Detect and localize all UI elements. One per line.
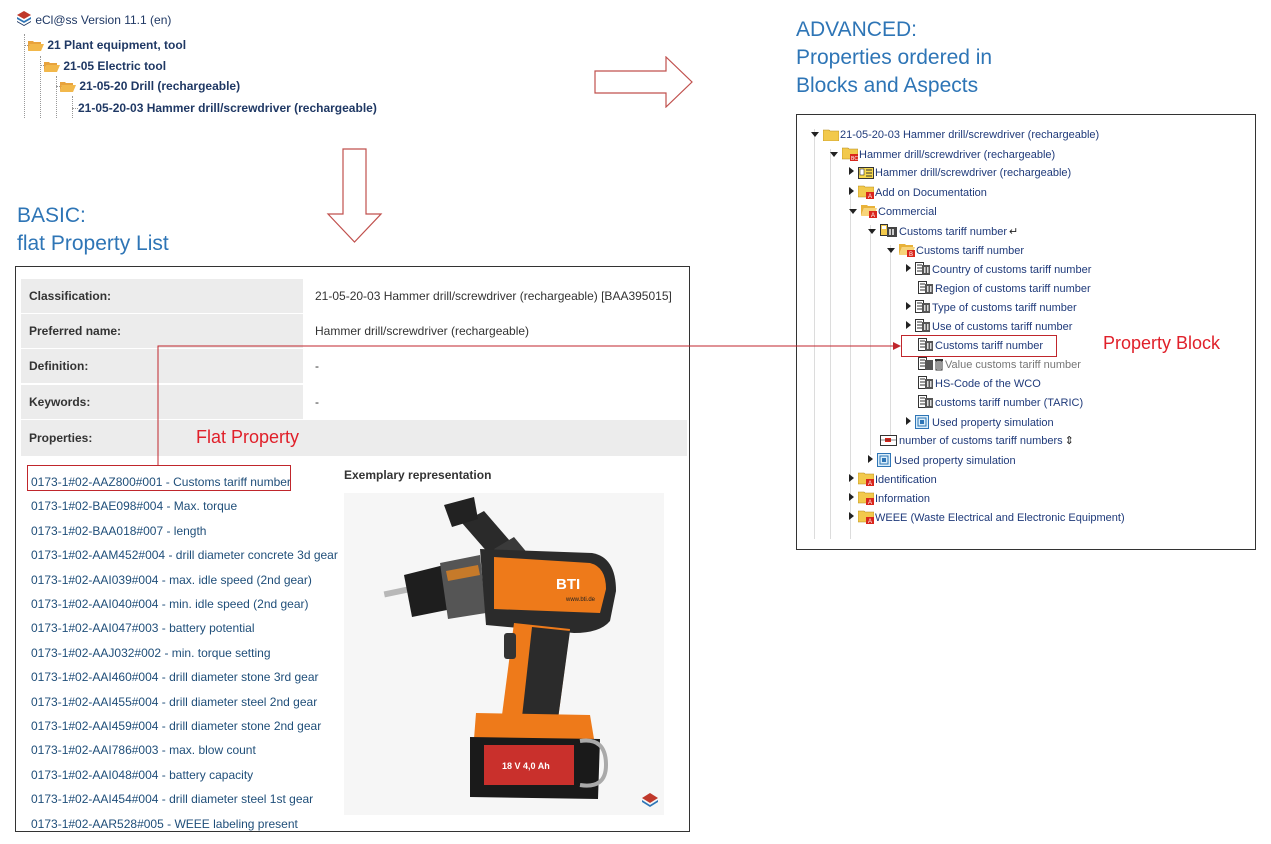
- folder-y-icon: [823, 128, 839, 145]
- aspect-tree-node[interactable]: [868, 453, 1016, 471]
- folder-a-open-icon: [861, 204, 877, 222]
- aspect-tree-node[interactable]: [811, 128, 1099, 145]
- basic-heading: BASIC: flat Property List: [17, 204, 169, 255]
- property-link[interactable]: 0173-1#02-AAI459#004 - drill diameter stone 2nd gear: [31, 719, 322, 734]
- aspect-tree-node[interactable]: [830, 147, 1055, 165]
- flat-property-highlight: [27, 465, 291, 491]
- flat-property-annotation: Flat Property: [196, 427, 300, 447]
- aspect-tree-node[interactable]: [849, 491, 930, 509]
- battery-label: 18 V 4,0 Ah: [502, 761, 550, 771]
- aspect-tree-node-label: Hammer drill/screwdriver (rechargeable): [859, 149, 1056, 162]
- property-link[interactable]: 0173-1#02-AAJ032#002 - min. torque setting: [31, 645, 271, 660]
- aspect-tree-node-label: 21-05-20-03 Hammer drill/screwdriver (rechargeable): [840, 129, 1100, 141]
- expand-toggle-icon[interactable]: [849, 167, 854, 175]
- aspect-tree-node-label: number of customs tariff numbers: [899, 434, 1063, 447]
- sim-icon: [877, 453, 893, 471]
- prop-icon: [918, 376, 934, 394]
- collapse-toggle-icon[interactable]: [849, 209, 857, 214]
- aspect-tree-node[interactable]: [849, 204, 937, 222]
- tree-item-21[interactable]: 21 Plant equipment, tool: [28, 37, 186, 53]
- drill-illustration: [344, 493, 664, 815]
- drill-site: www.bti.de: [566, 597, 596, 603]
- eclass-logo-icon: [16, 13, 35, 27]
- prop-icon: [915, 300, 931, 318]
- drill-brand: BTI: [556, 576, 581, 593]
- aspect-tree-node-label: Used property simulation: [932, 416, 1054, 429]
- node-marker-icon: ⇕: [1064, 434, 1074, 447]
- aspect-tree-node[interactable]: [906, 376, 1041, 394]
- properties-row: Properties: Flat Property: [21, 420, 687, 456]
- property-link[interactable]: 0173-1#02-AAI047#003 - battery potential: [31, 621, 255, 636]
- aspect-tree-node-label: Add on Documentation: [875, 187, 987, 200]
- svg-text:A: A: [868, 480, 873, 486]
- svg-text:A: A: [868, 499, 873, 505]
- expand-toggle-icon[interactable]: [849, 512, 854, 520]
- aspect-tree-node[interactable]: [906, 281, 1091, 299]
- expand-toggle-icon[interactable]: [906, 302, 911, 310]
- aspect-tree-node-label: Country of customs tariff number: [932, 263, 1092, 276]
- folder-open-icon: [28, 38, 47, 52]
- property-link[interactable]: 0173-1#02-AAI048#004 - battery capacity: [31, 767, 254, 782]
- svg-text:A: A: [868, 519, 873, 524]
- property-list: [31, 470, 338, 832]
- aspect-tree-node-label: Customs tariff number: [935, 340, 1044, 353]
- folder-bc-icon: [842, 147, 858, 165]
- definition-row: Definition: -: [21, 349, 687, 383]
- node-marker-icon: ↵: [1009, 225, 1019, 238]
- aspect-tree-node[interactable]: [906, 357, 1081, 375]
- prop-trash-icon: [918, 357, 944, 375]
- advanced-heading: ADVANCED: Properties ordered in Blocks and Aspects: [796, 18, 993, 97]
- aspect-tree-node[interactable]: [887, 243, 1024, 261]
- aspect-tree-node-label: WEEE (Waste Electrical and Electronic Equipment): [875, 512, 1125, 524]
- folder-a-icon: [858, 510, 874, 528]
- aspect-tree-node-label: Type of customs tariff number: [932, 301, 1077, 314]
- expand-toggle-icon[interactable]: [906, 417, 911, 425]
- keywords-row: Keywords: -: [21, 385, 687, 419]
- collapse-toggle-icon[interactable]: [830, 152, 838, 157]
- aspect-tree-node[interactable]: [868, 434, 1074, 451]
- right-arrow-icon: [594, 56, 694, 108]
- sim-icon: [915, 415, 931, 433]
- aspect-tree-node[interactable]: [906, 395, 1083, 413]
- aspect-tree-node-label: Region of customs tariff number: [935, 282, 1091, 295]
- svg-text:B: B: [909, 251, 914, 257]
- property-link[interactable]: 0173-1#02-AAR528#005 - WEEE labeling present: [31, 816, 298, 831]
- property-link[interactable]: 0173-1#02-AAM452#004 - drill diameter concrete 3d gear: [31, 548, 338, 563]
- expand-toggle-icon[interactable]: [906, 321, 911, 329]
- svg-text:A: A: [868, 194, 873, 200]
- aspect-tree-node[interactable]: [868, 224, 1018, 242]
- block-hand-icon: [880, 224, 898, 242]
- aspect-tree-node[interactable]: [906, 415, 1054, 433]
- collapse-toggle-icon[interactable]: [887, 248, 895, 253]
- collapse-toggle-icon[interactable]: [811, 132, 819, 137]
- tree-root[interactable]: [16, 10, 171, 28]
- expand-toggle-icon[interactable]: [868, 455, 873, 463]
- expand-toggle-icon[interactable]: [849, 187, 854, 195]
- folder-a-icon: [858, 185, 874, 203]
- aspect-tree-node[interactable]: [849, 472, 937, 490]
- expand-toggle-icon[interactable]: [906, 264, 911, 272]
- property-link[interactable]: 0173-1#02-AAI040#004 - min. idle speed (2nd gear): [31, 597, 309, 612]
- tree-root-label: eCl@ss Version 11.1 (en): [35, 13, 172, 27]
- collapse-toggle-icon[interactable]: [868, 229, 876, 234]
- svg-text:BC: BC: [851, 156, 858, 162]
- card-icon: [858, 167, 874, 183]
- folder-a-icon: [858, 491, 874, 509]
- aspect-tree-node-label: Used property simulation: [894, 454, 1016, 467]
- basic-panel: [15, 266, 690, 832]
- prop-icon: [918, 395, 934, 413]
- count-icon: [880, 435, 898, 451]
- expand-toggle-icon[interactable]: [849, 493, 854, 501]
- expand-toggle-icon[interactable]: [849, 474, 854, 482]
- aspect-tree-node-label: Identification: [875, 473, 937, 486]
- property-link[interactable]: 0173-1#02-BAE098#004 - Max. torque: [31, 499, 238, 514]
- advanced-panel: [796, 114, 1256, 550]
- aspect-tree-node-label: Commercial: [878, 206, 937, 219]
- property-block-annotation: Property Block: [1103, 333, 1221, 353]
- aspect-tree-node-label: Hammer drill/screwdriver (rechargeable): [875, 167, 1072, 180]
- prop-icon: [918, 281, 934, 299]
- aspect-tree-node-label: Value customs tariff number: [945, 359, 1081, 372]
- tree-item-21-05-20-03[interactable]: 21-05-20-03 Hammer drill/screwdriver (rechargeable): [78, 101, 377, 115]
- property-link[interactable]: 0173-1#02-BAA018#007 - length: [31, 523, 207, 538]
- folder-open-icon: [60, 79, 79, 93]
- aspect-tree-node-label: Use of customs tariff number: [932, 321, 1073, 333]
- svg-text:A: A: [871, 213, 876, 219]
- property-link[interactable]: 0173-1#02-AAI455#004 - drill diameter steel 2nd gear: [31, 694, 318, 709]
- aspect-tree-node[interactable]: [849, 166, 1071, 183]
- aspect-tree-node[interactable]: [849, 510, 1125, 528]
- property-link[interactable]: 0173-1#02-AAI786#003 - max. blow count: [31, 743, 256, 758]
- aspect-tree-node-label: HS-Code of the WCO: [935, 378, 1041, 391]
- folder-b-open-icon: [899, 243, 915, 261]
- property-link[interactable]: 0173-1#02-AAI454#004 - drill diameter steel 1st gear: [31, 792, 314, 807]
- tree-item-21-05-20[interactable]: 21-05-20 Drill (rechargeable): [60, 78, 240, 94]
- property-link[interactable]: 0173-1#02-AAZ800#001 - Customs tariff number: [31, 475, 291, 489]
- aspect-tree-node-label: Customs tariff number: [899, 225, 1008, 238]
- down-arrow-icon: [323, 148, 383, 244]
- folder-open-icon: [44, 59, 63, 73]
- aspect-tree-node-label: Information: [875, 492, 931, 505]
- property-link[interactable]: 0173-1#02-AAI460#004 - drill diameter stone 3rd gear: [31, 670, 319, 685]
- aspect-tree-node-label: Customs tariff number: [916, 244, 1025, 257]
- aspect-tree-node-label: customs tariff number (TARIC): [935, 397, 1084, 410]
- property-link[interactable]: 0173-1#02-AAI039#004 - max. idle speed (2nd gear): [31, 572, 312, 587]
- property-block-highlight: [901, 335, 1057, 357]
- tree-item-21-05[interactable]: 21-05 Electric tool: [44, 58, 166, 74]
- prop-icon: [915, 262, 931, 280]
- drill-image: [344, 493, 664, 815]
- classification-row: Classification: 21-05-20-03 Hammer drill/screwdriver (rechargeable) [BAA395015]: [21, 279, 687, 313]
- aspect-tree-node[interactable]: [849, 185, 987, 203]
- aspect-tree-node[interactable]: [906, 300, 1077, 318]
- image-title: Exemplary representation: [344, 468, 492, 482]
- folder-a-icon: [858, 472, 874, 490]
- aspect-tree-node[interactable]: [906, 262, 1091, 280]
- preferred-name-row: Preferred name: Hammer drill/screwdriver (rechargeable): [21, 314, 687, 348]
